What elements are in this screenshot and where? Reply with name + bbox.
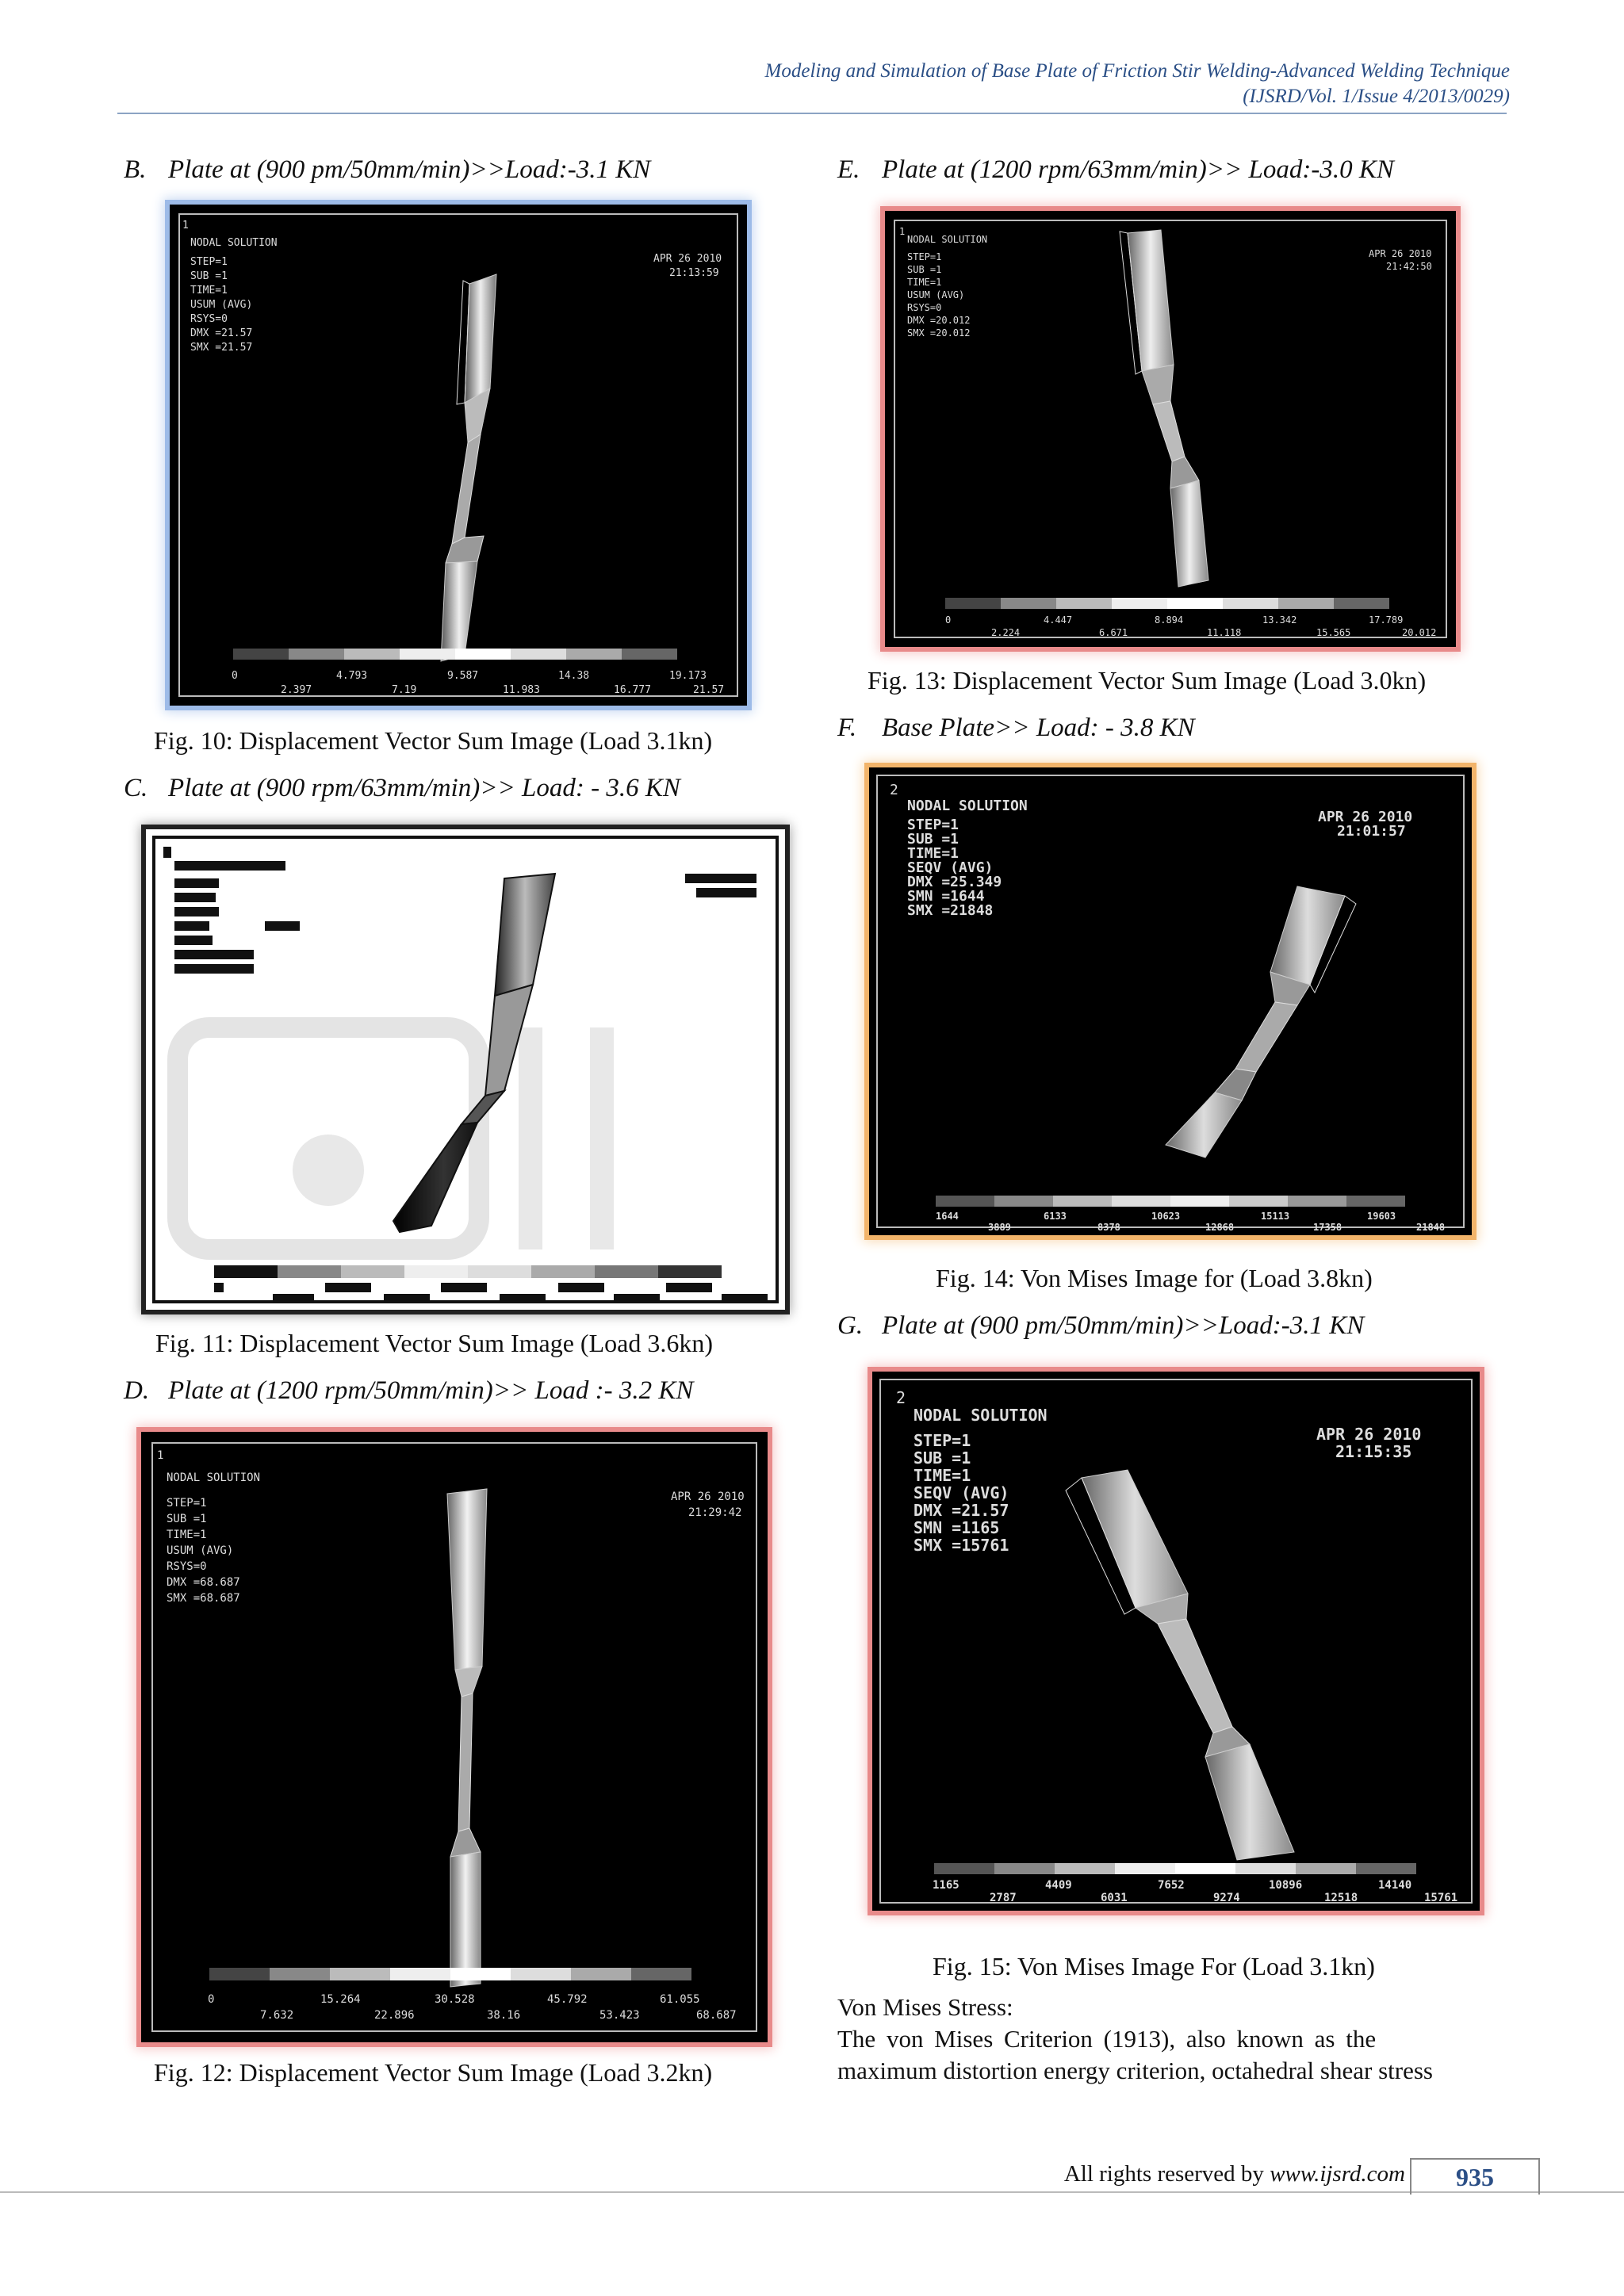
panel-number: 1 bbox=[899, 226, 906, 237]
svg-text:DMX =21.57: DMX =21.57 bbox=[914, 1501, 1009, 1520]
header-issue: (IJSRD/Vol. 1/Issue 4/2013/0029) bbox=[1243, 86, 1510, 107]
svg-text:17358: 17358 bbox=[1313, 1222, 1342, 1233]
svg-text:22.896: 22.896 bbox=[374, 2009, 415, 2022]
svg-text:68.687: 68.687 bbox=[696, 2009, 737, 2022]
fig12-canvas bbox=[141, 1432, 768, 2042]
svg-text:USUM (AVG): USUM (AVG) bbox=[167, 1544, 234, 1557]
fig15-canvas bbox=[872, 1372, 1480, 1911]
svg-text:12518: 12518 bbox=[1324, 1892, 1358, 1904]
svg-text:SUB =1: SUB =1 bbox=[907, 831, 959, 848]
svg-text:TIME=1: TIME=1 bbox=[907, 277, 942, 288]
svg-text:SUB =1: SUB =1 bbox=[914, 1448, 971, 1468]
fig11-canvas bbox=[146, 829, 785, 1310]
solution-info bbox=[914, 1406, 1421, 1555]
legend-labels bbox=[936, 1211, 1445, 1233]
plot-date: APR 26 2010 bbox=[1369, 248, 1432, 259]
svg-text:30.528: 30.528 bbox=[435, 1993, 475, 2006]
svg-text:7652: 7652 bbox=[1158, 1879, 1185, 1892]
svg-text:7.19: 7.19 bbox=[392, 684, 417, 696]
legend-bar bbox=[209, 1968, 691, 1980]
plot-time: 21:13:59 bbox=[669, 267, 719, 279]
figure-15-image bbox=[872, 1372, 1480, 1911]
running-header bbox=[765, 59, 1510, 109]
footer-divider bbox=[0, 2191, 1624, 2193]
svg-text:9274: 9274 bbox=[1213, 1892, 1240, 1904]
section-title: Plate at (1200 rpm/50mm/min)>> Load :- 3.2 KN bbox=[168, 1376, 694, 1405]
svg-text:STEP=1: STEP=1 bbox=[907, 817, 959, 833]
specimen-model bbox=[447, 1489, 487, 1987]
svg-text:19603: 19603 bbox=[1367, 1211, 1396, 1222]
header-title: Modeling and Simulation of Base Plate of Friction Stir Welding-Advanced Welding Technique bbox=[764, 60, 1510, 82]
figure-15-caption: Fig. 15: Von Mises Image For (Load 3.1kn) bbox=[933, 1952, 1375, 1980]
svg-text:14.38: 14.38 bbox=[558, 670, 590, 682]
specimen-model bbox=[441, 274, 496, 661]
svg-text:15113: 15113 bbox=[1261, 1211, 1290, 1222]
section-b-heading bbox=[124, 155, 650, 185]
svg-text:DMX =68.687: DMX =68.687 bbox=[167, 1576, 240, 1589]
specimen-model bbox=[1166, 886, 1356, 1158]
svg-text:DMX =20.012: DMX =20.012 bbox=[907, 315, 971, 326]
svg-text:RSYS=0: RSYS=0 bbox=[907, 302, 942, 313]
figure-12-image bbox=[141, 1432, 768, 2042]
section-d-heading bbox=[124, 1376, 693, 1406]
svg-text:STEP=1: STEP=1 bbox=[914, 1431, 971, 1450]
svg-text:DMX =25.349: DMX =25.349 bbox=[907, 874, 1002, 890]
legend-bar bbox=[214, 1265, 722, 1278]
fig14-canvas bbox=[869, 767, 1472, 1235]
svg-text:11.983: 11.983 bbox=[503, 684, 540, 696]
section-title: Plate at (900 rpm/63mm/min)>> Load: - 3.6 KN bbox=[168, 774, 680, 802]
svg-text:45.792: 45.792 bbox=[547, 1993, 588, 2006]
svg-text:SUB =1: SUB =1 bbox=[907, 264, 942, 275]
section-title: Plate at (900 pm/50mm/min)>>Load:-3.1 KN bbox=[882, 1311, 1365, 1340]
figure-10-caption: Fig. 10: Displacement Vector Sum Image (Load 3.1kn) bbox=[154, 726, 713, 755]
svg-text:NODAL SOLUTION: NODAL SOLUTION bbox=[907, 234, 988, 245]
legend-labels bbox=[945, 614, 1436, 638]
plot-date: APR 26 2010 bbox=[1318, 809, 1413, 825]
panel-number: 2 bbox=[896, 1388, 906, 1407]
svg-text:2787: 2787 bbox=[990, 1892, 1017, 1904]
panel-number: 1 bbox=[157, 1449, 164, 1462]
footer-site-link[interactable]: www.ijsrd.com bbox=[1270, 2161, 1405, 2187]
section-letter: B. bbox=[124, 155, 147, 184]
figure-14-image bbox=[869, 767, 1472, 1235]
svg-text:3889: 3889 bbox=[988, 1222, 1011, 1233]
figure-11-caption: Fig. 11: Displacement Vector Sum Image (Load 3.6kn) bbox=[155, 1329, 713, 1357]
svg-text:NODAL SOLUTION: NODAL SOLUTION bbox=[167, 1471, 261, 1484]
svg-text:TIME=1: TIME=1 bbox=[167, 1529, 207, 1541]
svg-text:STEP=1: STEP=1 bbox=[907, 251, 942, 262]
svg-text:SMN =1644: SMN =1644 bbox=[907, 888, 985, 905]
svg-text:7.632: 7.632 bbox=[260, 2009, 294, 2022]
legend-bar bbox=[936, 1196, 1405, 1207]
section-title: Base Plate>> Load: - 3.8 KN bbox=[882, 714, 1195, 742]
figure-14-caption: Fig. 14: Von Mises Image for (Load 3.8kn) bbox=[936, 1264, 1373, 1292]
svg-text:9.587: 9.587 bbox=[447, 670, 479, 682]
section-title: Plate at (900 pm/50mm/min)>>Load:-3.1 KN bbox=[168, 155, 651, 184]
svg-text:15.264: 15.264 bbox=[320, 1993, 361, 2006]
svg-text:RSYS=0: RSYS=0 bbox=[190, 313, 228, 325]
section-e-heading bbox=[837, 155, 1394, 185]
svg-text:20.012: 20.012 bbox=[1402, 627, 1437, 638]
svg-text:16.777: 16.777 bbox=[614, 684, 651, 696]
svg-text:SMX =20.012: SMX =20.012 bbox=[907, 327, 971, 339]
svg-text:SEQV (AVG): SEQV (AVG) bbox=[914, 1483, 1009, 1502]
svg-text:DMX =21.57: DMX =21.57 bbox=[190, 327, 253, 339]
von-mises-heading: Von Mises Stress: bbox=[837, 1993, 1013, 2021]
svg-text:14140: 14140 bbox=[1378, 1879, 1412, 1892]
svg-text:8.894: 8.894 bbox=[1155, 614, 1184, 626]
section-letter: G. bbox=[837, 1311, 864, 1340]
figure-10-image bbox=[170, 205, 747, 706]
plot-time: 21:42:50 bbox=[1386, 261, 1432, 272]
svg-text:1165: 1165 bbox=[933, 1879, 959, 1892]
svg-text:8378: 8378 bbox=[1097, 1222, 1120, 1233]
legend-bar bbox=[233, 649, 677, 660]
figure-11-image bbox=[146, 829, 785, 1310]
svg-text:6.671: 6.671 bbox=[1099, 627, 1128, 638]
plot-time: 21:01:57 bbox=[1337, 823, 1406, 840]
figure-12-caption: Fig. 12: Displacement Vector Sum Image (Load 3.2kn) bbox=[154, 2058, 713, 2087]
svg-text:11.118: 11.118 bbox=[1207, 627, 1242, 638]
svg-text:TIME=1: TIME=1 bbox=[190, 285, 228, 297]
section-letter: D. bbox=[124, 1376, 150, 1405]
body-paragraph-line-2: maximum distortion energy criterion, octahedral shear stress bbox=[837, 2057, 1433, 2084]
figure-13-caption: Fig. 13: Displacement Vector Sum Image (Load 3.0kn) bbox=[868, 666, 1427, 695]
svg-text:USUM (AVG): USUM (AVG) bbox=[190, 299, 253, 311]
svg-text:19.173: 19.173 bbox=[669, 670, 707, 682]
legend-labels bbox=[208, 1993, 737, 2022]
svg-text:NODAL SOLUTION: NODAL SOLUTION bbox=[907, 798, 1028, 814]
svg-text:61.055: 61.055 bbox=[660, 1993, 700, 2006]
footer-text: All rights reserved by bbox=[1063, 2161, 1270, 2187]
svg-text:TIME=1: TIME=1 bbox=[907, 845, 959, 862]
svg-text:53.423: 53.423 bbox=[599, 2009, 640, 2022]
header-divider bbox=[117, 113, 1507, 114]
svg-text:2.224: 2.224 bbox=[991, 627, 1021, 638]
svg-text:SUB =1: SUB =1 bbox=[167, 1513, 207, 1525]
svg-text:17.789: 17.789 bbox=[1369, 614, 1404, 626]
plot-time: 21:15:35 bbox=[1335, 1442, 1412, 1461]
svg-text:NODAL SOLUTION: NODAL SOLUTION bbox=[190, 237, 278, 249]
plot-date: APR 26 2010 bbox=[671, 1490, 745, 1503]
svg-text:4.793: 4.793 bbox=[336, 670, 368, 682]
svg-text:SMX =15761: SMX =15761 bbox=[914, 1536, 1009, 1555]
svg-text:0: 0 bbox=[945, 614, 952, 626]
svg-text:0: 0 bbox=[208, 1993, 215, 2006]
svg-text:6133: 6133 bbox=[1044, 1211, 1067, 1222]
svg-text:2.397: 2.397 bbox=[281, 684, 312, 696]
figure-13-image bbox=[885, 211, 1456, 647]
plot-date: APR 26 2010 bbox=[1316, 1425, 1422, 1444]
section-g-heading bbox=[837, 1311, 1364, 1341]
page-number: 935 bbox=[1410, 2158, 1540, 2195]
plot-time: 21:29:42 bbox=[688, 1506, 742, 1519]
svg-text:USUM (AVG): USUM (AVG) bbox=[907, 289, 965, 300]
plot-date: APR 26 2010 bbox=[653, 253, 722, 265]
svg-text:SUB =1: SUB =1 bbox=[190, 270, 228, 282]
specimen-model bbox=[1120, 230, 1208, 587]
panel-number: 1 bbox=[182, 220, 189, 232]
legend-bar bbox=[945, 598, 1389, 609]
svg-text:TIME=1: TIME=1 bbox=[914, 1466, 971, 1485]
svg-text:SMX =21.57: SMX =21.57 bbox=[190, 342, 253, 354]
svg-text:10896: 10896 bbox=[1269, 1879, 1303, 1892]
section-letter: C. bbox=[124, 774, 148, 802]
svg-text:21848: 21848 bbox=[1416, 1222, 1446, 1233]
solution-info bbox=[190, 237, 722, 354]
svg-text:21.57: 21.57 bbox=[693, 684, 725, 696]
specimen-model bbox=[1066, 1470, 1294, 1860]
section-letter: E. bbox=[837, 155, 860, 184]
svg-text:4.447: 4.447 bbox=[1044, 614, 1073, 626]
svg-text:1644: 1644 bbox=[936, 1211, 959, 1222]
legend-bar bbox=[934, 1863, 1416, 1874]
svg-text:15.565: 15.565 bbox=[1316, 627, 1351, 638]
svg-text:NODAL SOLUTION: NODAL SOLUTION bbox=[914, 1406, 1048, 1425]
body-paragraph-line-1: The von Mises Criterion (1913), also known as the bbox=[837, 2025, 1377, 2053]
svg-text:38.16: 38.16 bbox=[487, 2009, 521, 2022]
svg-text:SEQV (AVG): SEQV (AVG) bbox=[907, 859, 994, 876]
svg-text:0: 0 bbox=[232, 670, 238, 682]
svg-text:STEP=1: STEP=1 bbox=[167, 1497, 207, 1510]
svg-text:13.342: 13.342 bbox=[1262, 614, 1297, 626]
legend-labels bbox=[933, 1879, 1457, 1904]
svg-text:RSYS=0: RSYS=0 bbox=[167, 1560, 207, 1573]
svg-text:SMX =21848: SMX =21848 bbox=[907, 902, 994, 919]
svg-text:STEP=1: STEP=1 bbox=[190, 256, 228, 268]
section-c-heading bbox=[124, 774, 680, 803]
footer-rights bbox=[1064, 2161, 1405, 2187]
section-f-heading bbox=[837, 714, 1195, 743]
svg-text:SMX =68.687: SMX =68.687 bbox=[167, 1592, 240, 1605]
svg-text:4409: 4409 bbox=[1045, 1879, 1072, 1892]
legend-labels bbox=[232, 670, 724, 696]
svg-text:10623: 10623 bbox=[1151, 1211, 1181, 1222]
section-letter: F. bbox=[837, 714, 857, 742]
svg-text:6031: 6031 bbox=[1101, 1892, 1128, 1904]
fig13-canvas bbox=[885, 211, 1456, 647]
svg-text:12868: 12868 bbox=[1205, 1222, 1235, 1233]
svg-text:SMN =1165: SMN =1165 bbox=[914, 1518, 1000, 1537]
svg-text:15761: 15761 bbox=[1424, 1892, 1458, 1904]
fig10-canvas bbox=[170, 205, 747, 706]
panel-number: 2 bbox=[890, 782, 898, 798]
section-title: Plate at (1200 rpm/63mm/min)>> Load:-3.0 KN bbox=[882, 155, 1394, 184]
